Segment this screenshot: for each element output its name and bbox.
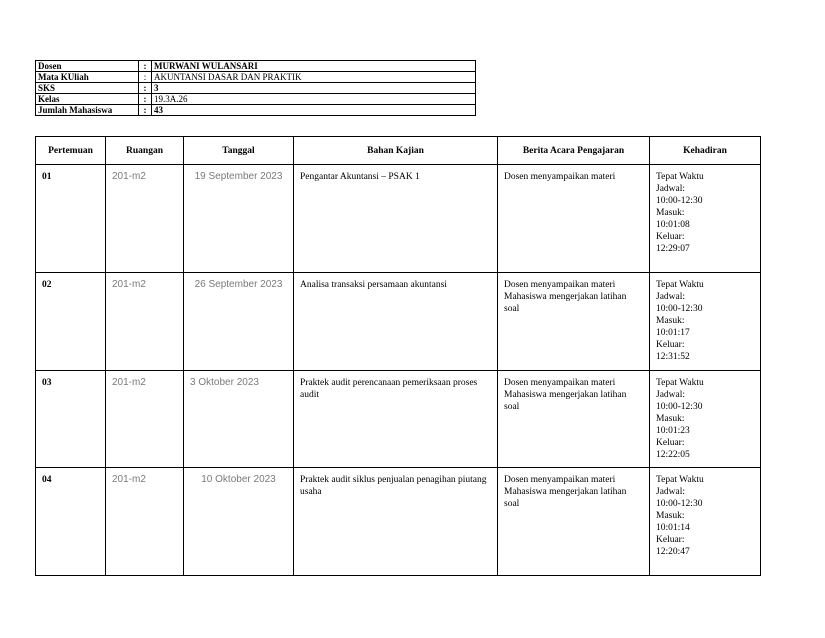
meeting-number: 02 [36,273,106,371]
info-row-sks [36,83,476,94]
report-cell [498,165,650,273]
class-code: 19.3A.26 [152,94,476,105]
attendance-line: 10:00-12:30 [656,499,703,509]
student-count: 43 [152,105,476,116]
info-label: Dosen [36,61,139,72]
attendance-line: 12:29:07 [656,244,690,254]
attendance-line: 10:01:17 [656,328,690,338]
column-header-berita-acara: Berita Acara Pengajaran [498,137,650,165]
attendance-line: Jadwal: [656,184,686,194]
attendance-cell [650,468,761,576]
attendance-line: 12:20:47 [656,547,690,557]
table-row [36,273,761,371]
report-cell [498,468,650,576]
attendance-cell [650,371,761,468]
attendance-line: Jadwal: [656,390,686,400]
topic-cell: Praktek audit siklus penjualan penagihan piutang usaha [294,468,498,576]
topic-cell: Pengantar Akuntansi – PSAK 1 [294,165,498,273]
column-header-ruangan: Ruangan [106,137,184,165]
date-cell: 26 September 2023 [184,273,294,371]
column-header-pertemuan: Pertemuan [36,137,106,165]
info-separator: : [139,72,152,83]
info-row-dosen [36,61,476,72]
info-row-mata-kuliah [36,72,476,83]
table-row [36,468,761,576]
report-line: Mahasiswa mengerjakan latihan soal [504,487,627,509]
course-info-table [35,60,476,116]
topic-cell: Analisa transaksi persamaan akuntansi [294,273,498,371]
attendance-line: Jadwal: [656,292,686,302]
attendance-line: 12:22:05 [656,450,690,460]
schedule-table [35,136,761,576]
report-line: Dosen menyampaikan materi [504,172,616,182]
info-separator: : [139,105,152,116]
attendance-line: 10:01:08 [656,220,690,230]
column-header-kehadiran: Kehadiran [650,137,761,165]
attendance-line: Jadwal: [656,487,686,497]
room-cell: 201-m2 [106,468,184,576]
attendance-line: Masuk: [656,316,685,326]
info-separator: : [139,61,152,72]
info-separator: : [139,94,152,105]
attendance-line: Masuk: [656,414,685,424]
attendance-line: Keluar: [656,438,685,448]
attendance-line: 10:00-12:30 [656,402,703,412]
attendance-line: Masuk: [656,208,685,218]
attendance-line: Keluar: [656,340,685,350]
attendance-cell [650,273,761,371]
attendance-status: Tepat Waktu [656,378,704,388]
column-header-bahan-kajian: Bahan Kajian [294,137,498,165]
room-cell: 201-m2 [106,371,184,468]
column-header-tanggal: Tanggal [184,137,294,165]
attendance-line: 10:00-12:30 [656,196,703,206]
meeting-number: 01 [36,165,106,273]
report-line: Mahasiswa mengerjakan latihan soal [504,292,627,314]
date-cell: 10 Oktober 2023 [184,468,294,576]
attendance-line: 10:01:23 [656,426,690,436]
attendance-status: Tepat Waktu [656,172,704,182]
attendance-line: 10:00-12:30 [656,304,703,314]
course-name: AKUNTANSI DASAR DAN PRAKTIK [152,72,476,83]
attendance-status: Tepat Waktu [656,280,704,290]
date-cell: 3 Oktober 2023 [184,371,294,468]
table-row [36,371,761,468]
attendance-status: Tepat Waktu [656,475,704,485]
report-line: Dosen menyampaikan materi [504,378,616,388]
report-line: Mahasiswa mengerjakan latihan soal [504,390,627,412]
table-header-row [36,137,761,165]
lecturer-name: MURWANI WULANSARI [152,61,476,72]
attendance-line: Keluar: [656,535,685,545]
table-row [36,165,761,273]
info-label: Kelas [36,94,139,105]
attendance-line: Masuk: [656,511,685,521]
room-cell: 201-m2 [106,165,184,273]
report-line: Dosen menyampaikan materi [504,475,616,485]
info-label: SKS [36,83,139,94]
info-label: Mata KUliah [36,72,139,83]
attendance-line: 12:31:52 [656,352,690,362]
meeting-number: 04 [36,468,106,576]
credit-value: 3 [152,83,476,94]
attendance-line: 10:01:14 [656,523,690,533]
room-cell: 201-m2 [106,273,184,371]
attendance-line: Keluar: [656,232,685,242]
report-line: Dosen menyampaikan materi [504,280,616,290]
date-cell: 19 September 2023 [184,165,294,273]
attendance-cell [650,165,761,273]
report-cell [498,273,650,371]
info-separator: : [139,83,152,94]
topic-cell: Praktek audit perencanaan pemeriksaan proses audit [294,371,498,468]
info-row-kelas [36,94,476,105]
meeting-number: 03 [36,371,106,468]
info-label: Jumlah Mahasiswa [36,105,139,116]
report-cell [498,371,650,468]
info-row-jumlah [36,105,476,116]
